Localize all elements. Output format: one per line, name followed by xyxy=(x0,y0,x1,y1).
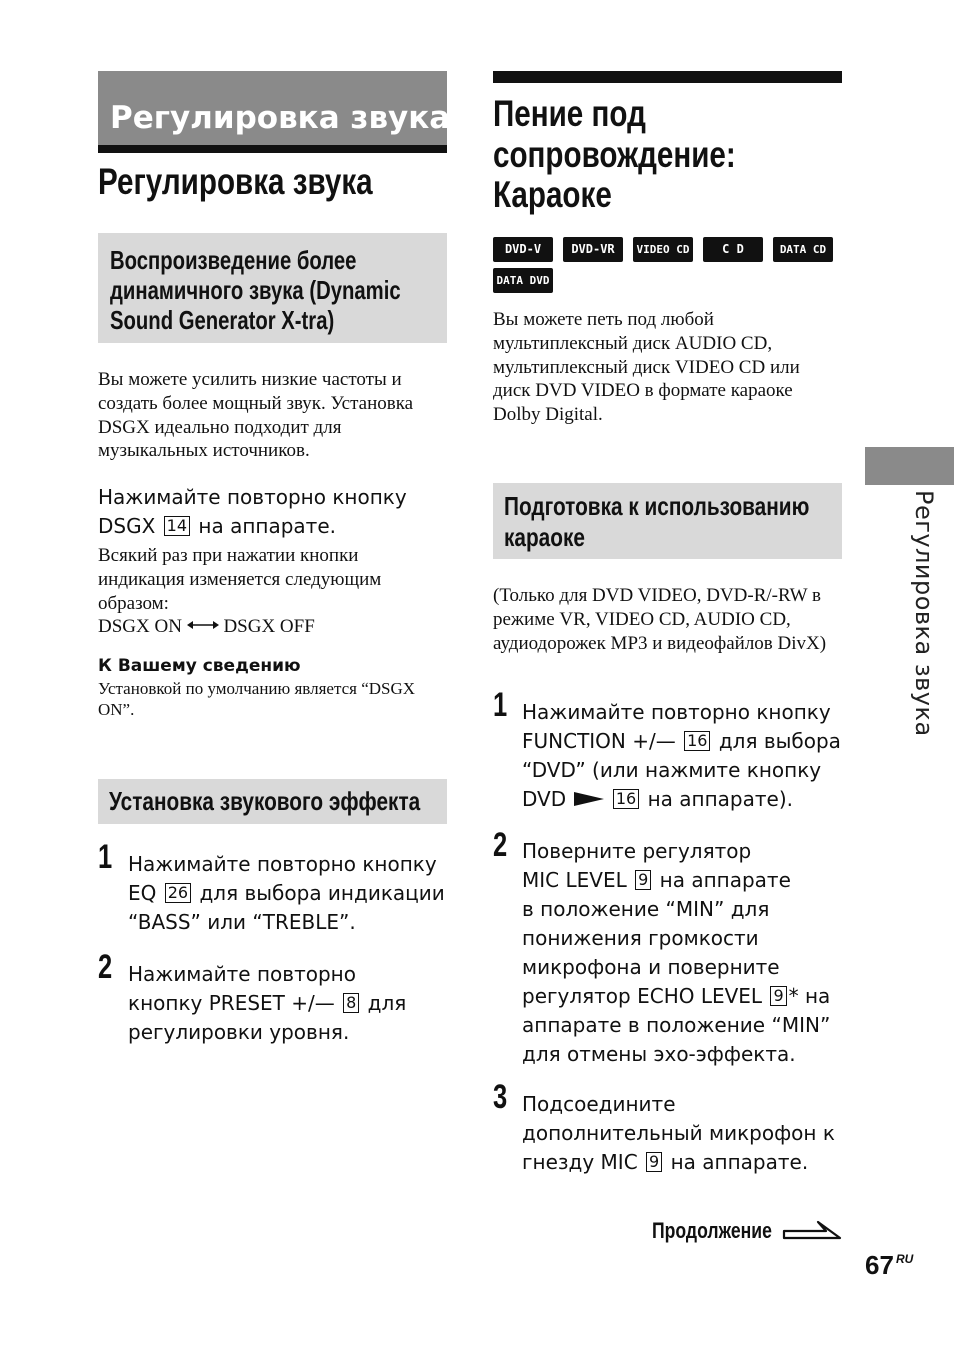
section-side-tab xyxy=(865,447,954,485)
prep-step-3 xyxy=(522,1090,844,1177)
dsgx-note xyxy=(98,544,443,639)
prep-heading xyxy=(504,491,809,553)
instruction-line xyxy=(98,512,443,541)
cycle-from: DSGX ON xyxy=(98,616,182,638)
step-line: регулировки уровня. xyxy=(128,1020,350,1044)
step-line: дополнительный микрофон к xyxy=(522,1121,835,1145)
step-line: Подсоедините xyxy=(522,1092,676,1116)
karaoke-intro-text: Вы можете петь под любой мультиплексный диск AUDIO CD, мультиплексный диск VIDEO CD или диск DVD VIDEO в формате караоке Dolby Digital. xyxy=(493,309,800,426)
step-line: микрофона и поверните xyxy=(522,955,780,979)
dsgx-intro-text: Вы можете усилить низкие частоты и создать более мощный звук. Установка DSGX идеально подходит для музыкальных источников. xyxy=(98,369,414,462)
step-line xyxy=(522,785,844,814)
step-text: для выбора индикации xyxy=(199,881,445,905)
step-text: регулятор ECHO LEVEL xyxy=(522,984,763,1008)
karaoke-heading-line: Караоке xyxy=(493,174,612,215)
step-line xyxy=(522,982,844,1011)
step-line: аппарате в положение “MIN” xyxy=(522,1013,831,1037)
step-text: DVD xyxy=(522,787,567,811)
instruction-text: на аппарате. xyxy=(198,514,336,538)
double-arrow-icon xyxy=(187,616,219,637)
step-number: 1 xyxy=(98,838,113,876)
button-ref-number: 26 xyxy=(165,883,191,903)
step-text: на аппарате. xyxy=(670,1150,809,1174)
page-number: 67 xyxy=(865,1250,894,1280)
disc-badge-data-dvd: DATA DVD xyxy=(493,268,553,293)
effect-heading: Установка звукового эффекта xyxy=(109,786,421,816)
step-line: “BASS” или “TREBLE”. xyxy=(128,910,356,934)
karaoke-heading-bar xyxy=(493,71,842,83)
disc-badge-video-cd: VIDEO CD xyxy=(633,237,693,262)
play-icon xyxy=(573,787,605,811)
step-line xyxy=(522,866,844,895)
prep-step-2 xyxy=(522,837,844,1069)
continued-label: Продолжение xyxy=(652,1218,772,1243)
step-text: MIC LEVEL xyxy=(522,868,627,892)
instruction-text: DSGX xyxy=(98,514,156,538)
button-ref-number: 16 xyxy=(613,789,639,809)
section-banner-title: Регулировка звука xyxy=(110,100,451,136)
step-line xyxy=(522,1148,844,1177)
prep-heading-line: караоке xyxy=(504,522,585,552)
karaoke-heading xyxy=(493,94,736,216)
step-number: 1 xyxy=(493,686,508,724)
step-line: Нажимайте повторно xyxy=(128,962,356,986)
step-number: 2 xyxy=(493,826,508,864)
section-side-label: Регулировка звука xyxy=(910,490,938,737)
prep-heading-line: Подготовка к использованию xyxy=(504,491,810,521)
button-ref-number: 9 xyxy=(770,986,786,1006)
karaoke-heading-line: сопровождение: xyxy=(493,133,736,175)
effect-step-2 xyxy=(128,960,448,1047)
dsgx-instruction xyxy=(98,483,443,541)
section-banner-underline xyxy=(98,145,447,153)
step-text: гнезду MIC xyxy=(522,1150,638,1174)
step-line: Нажимайте повторно кнопку xyxy=(128,852,437,876)
button-ref-number: 9 xyxy=(635,870,651,890)
dsgx-heading-line: динамичного звука (Dynamic xyxy=(110,275,401,305)
karaoke-heading-line: Пение под xyxy=(493,93,646,134)
dsgx-heading-line: Воспроизведение более xyxy=(110,245,357,275)
step-line: в положение “MIN” для xyxy=(522,897,770,921)
step-text: на аппарате xyxy=(659,868,791,892)
step-text: для выбора xyxy=(718,729,841,753)
step-line: понижения громкости xyxy=(522,926,759,950)
disc-badge-dvd-v: DVD-V xyxy=(493,237,553,262)
step-number: 3 xyxy=(493,1078,508,1116)
step-line: для отмены эхо-эффекта. xyxy=(522,1042,796,1066)
dsgx-cycle xyxy=(98,615,443,639)
button-ref-number: 8 xyxy=(343,993,359,1013)
step-text: FUNCTION +/— xyxy=(522,729,676,753)
cycle-to: DSGX OFF xyxy=(223,616,315,638)
dsgx-note-text: Всякий раз при нажатии кнопки индикация изменяется следующим образом: xyxy=(98,545,382,614)
step-text: * на xyxy=(788,984,831,1008)
continued-arrow-icon xyxy=(782,1219,842,1247)
button-ref-number: 9 xyxy=(646,1152,662,1172)
step-line: Нажимайте повторно кнопку xyxy=(522,700,831,724)
effect-step-1 xyxy=(128,850,448,937)
page-language: RU xyxy=(896,1252,914,1266)
page-heading: Регулировка звука xyxy=(98,161,373,202)
button-ref-number: 16 xyxy=(684,731,710,751)
prep-note: (Только для DVD VIDEO, DVD-R/-RW в режиме VR, VIDEO CD, AUDIO CD, аудиодорожек MP3 и видеофайлов DivX) xyxy=(493,585,827,654)
dsgx-heading xyxy=(110,245,401,335)
disc-badge-dvd-vr: DVD-VR xyxy=(563,237,623,262)
disc-badge-cd: C D xyxy=(703,237,763,262)
step-line: “DVD” (или нажмите кнопку xyxy=(522,758,822,782)
step-number: 2 xyxy=(98,948,113,986)
step-line xyxy=(128,989,448,1018)
dsgx-heading-line: Sound Generator X-tra) xyxy=(110,305,335,335)
disc-badge-data-cd: DATA CD xyxy=(773,237,833,262)
step-text: на аппарате). xyxy=(647,787,793,811)
tip-text: Установкой по умолчанию является “DSGX ON”. xyxy=(98,679,416,719)
step-line xyxy=(522,727,844,756)
button-ref-number: 14 xyxy=(164,516,190,536)
step-line xyxy=(128,879,448,908)
step-line: Поверните регулятор xyxy=(522,839,752,863)
instruction-line: Нажимайте повторно кнопку xyxy=(98,485,407,509)
step-text: EQ xyxy=(128,881,157,905)
step-text: кнопку PRESET +/— xyxy=(128,991,335,1015)
tip-title: К Вашему сведению xyxy=(98,656,301,676)
step-text: для xyxy=(367,991,407,1015)
prep-step-1 xyxy=(522,698,844,814)
